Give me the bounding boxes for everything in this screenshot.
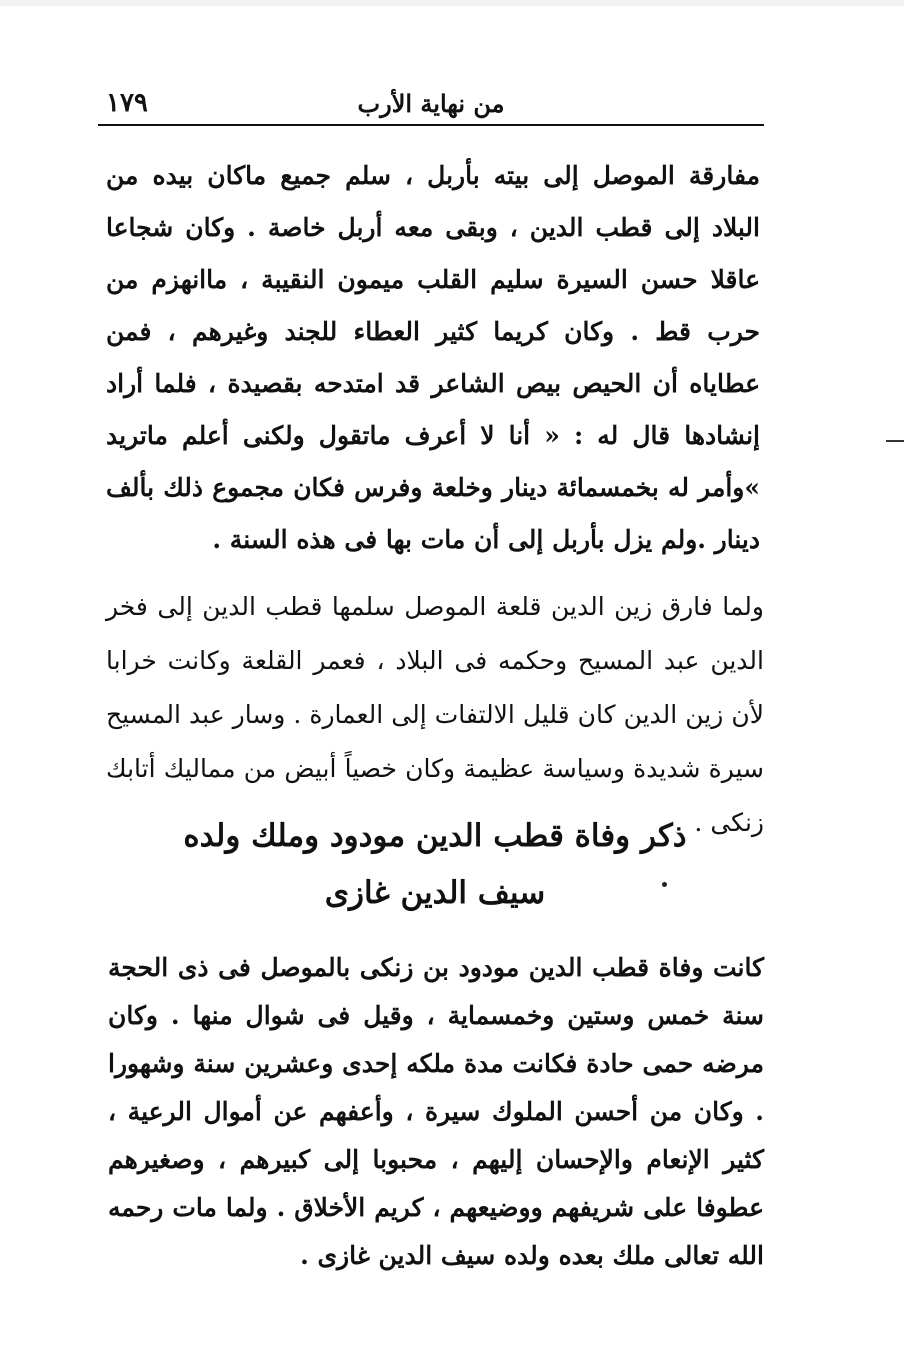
section-heading-line-2: سيف الدين غازى — [324, 875, 546, 911]
header-rule — [98, 124, 764, 126]
section-paragraph: كانت وفاة قطب الدين مودود بن زنكى بالموصل فى ذى الحجة سنة خمس وستين وخمسماية ، وقيل فى شوال منها . وكان مرضه حمى حادة فكانت مدة ملكه إحدى وعشرين سنة وشهورا . وكان من أحسن الملوك سيرة ، وأعفهم عن أموال الرعية ، كثير الإنعام والإحسان إليهم ، محبوبا إلى كبيرهم ، وصغيرهم عطوفا على شريفهم ووضيعهم ، كريم الأخلاق . ولما مات رحمه الله تعالى ملك بعده ولده سيف الدين غازى . — [108, 953, 764, 1270]
page-header — [98, 84, 764, 124]
running-title: من نهاية الأرب — [357, 89, 505, 118]
margin-dash — [886, 440, 904, 442]
page-number: ١٧٩ — [106, 88, 148, 118]
paragraph-1: مفارقة الموصل إلى بيته بأربل ، سلم جميع ماكان بيده من البلاد إلى قطب الدين ، وبقى معه أربل خاصة . وكان شجاعا عاقلا حسن السيرة سليم القلب ميمون النقيبة ، ماانهزم من حرب قط . وكان كريما كثير العطاء للجند وغيرهم ، فمن عطاياه أن الحيص بيص الشاعر قد امتدحه بقصيدة ، فلما أراد إنشادها قال له : « أنا لا أعرف ماتقول ولكنى أعلم ماتريد »وأمر له بخمسمائة دينار وخلعة وفرس فكان مجموع ذلك بألف دينار .ولم يزل بأربل إلى أن مات بها فى هذه السنة . — [106, 161, 760, 554]
paragraph-2: ولما فارق زين الدين قلعة الموصل سلمها قطب الدين إلى فخر الدين عبد المسيح وحكمه فى البلاد ، فعمر القلعة وكانت خرابا لأن زين الدين كان قليل الالتفات إلى العمارة . وسار عبد المسيح سيرة شديدة وسياسة عظيمة وكان خصياً أبيض من مماليك أتابك زنكى . — [106, 592, 764, 837]
stray-dot — [662, 882, 667, 887]
scan-edge — [0, 0, 904, 6]
section-heading-line-1: ذكر وفاة قطب الدين مودود وملك ولده — [183, 818, 687, 854]
